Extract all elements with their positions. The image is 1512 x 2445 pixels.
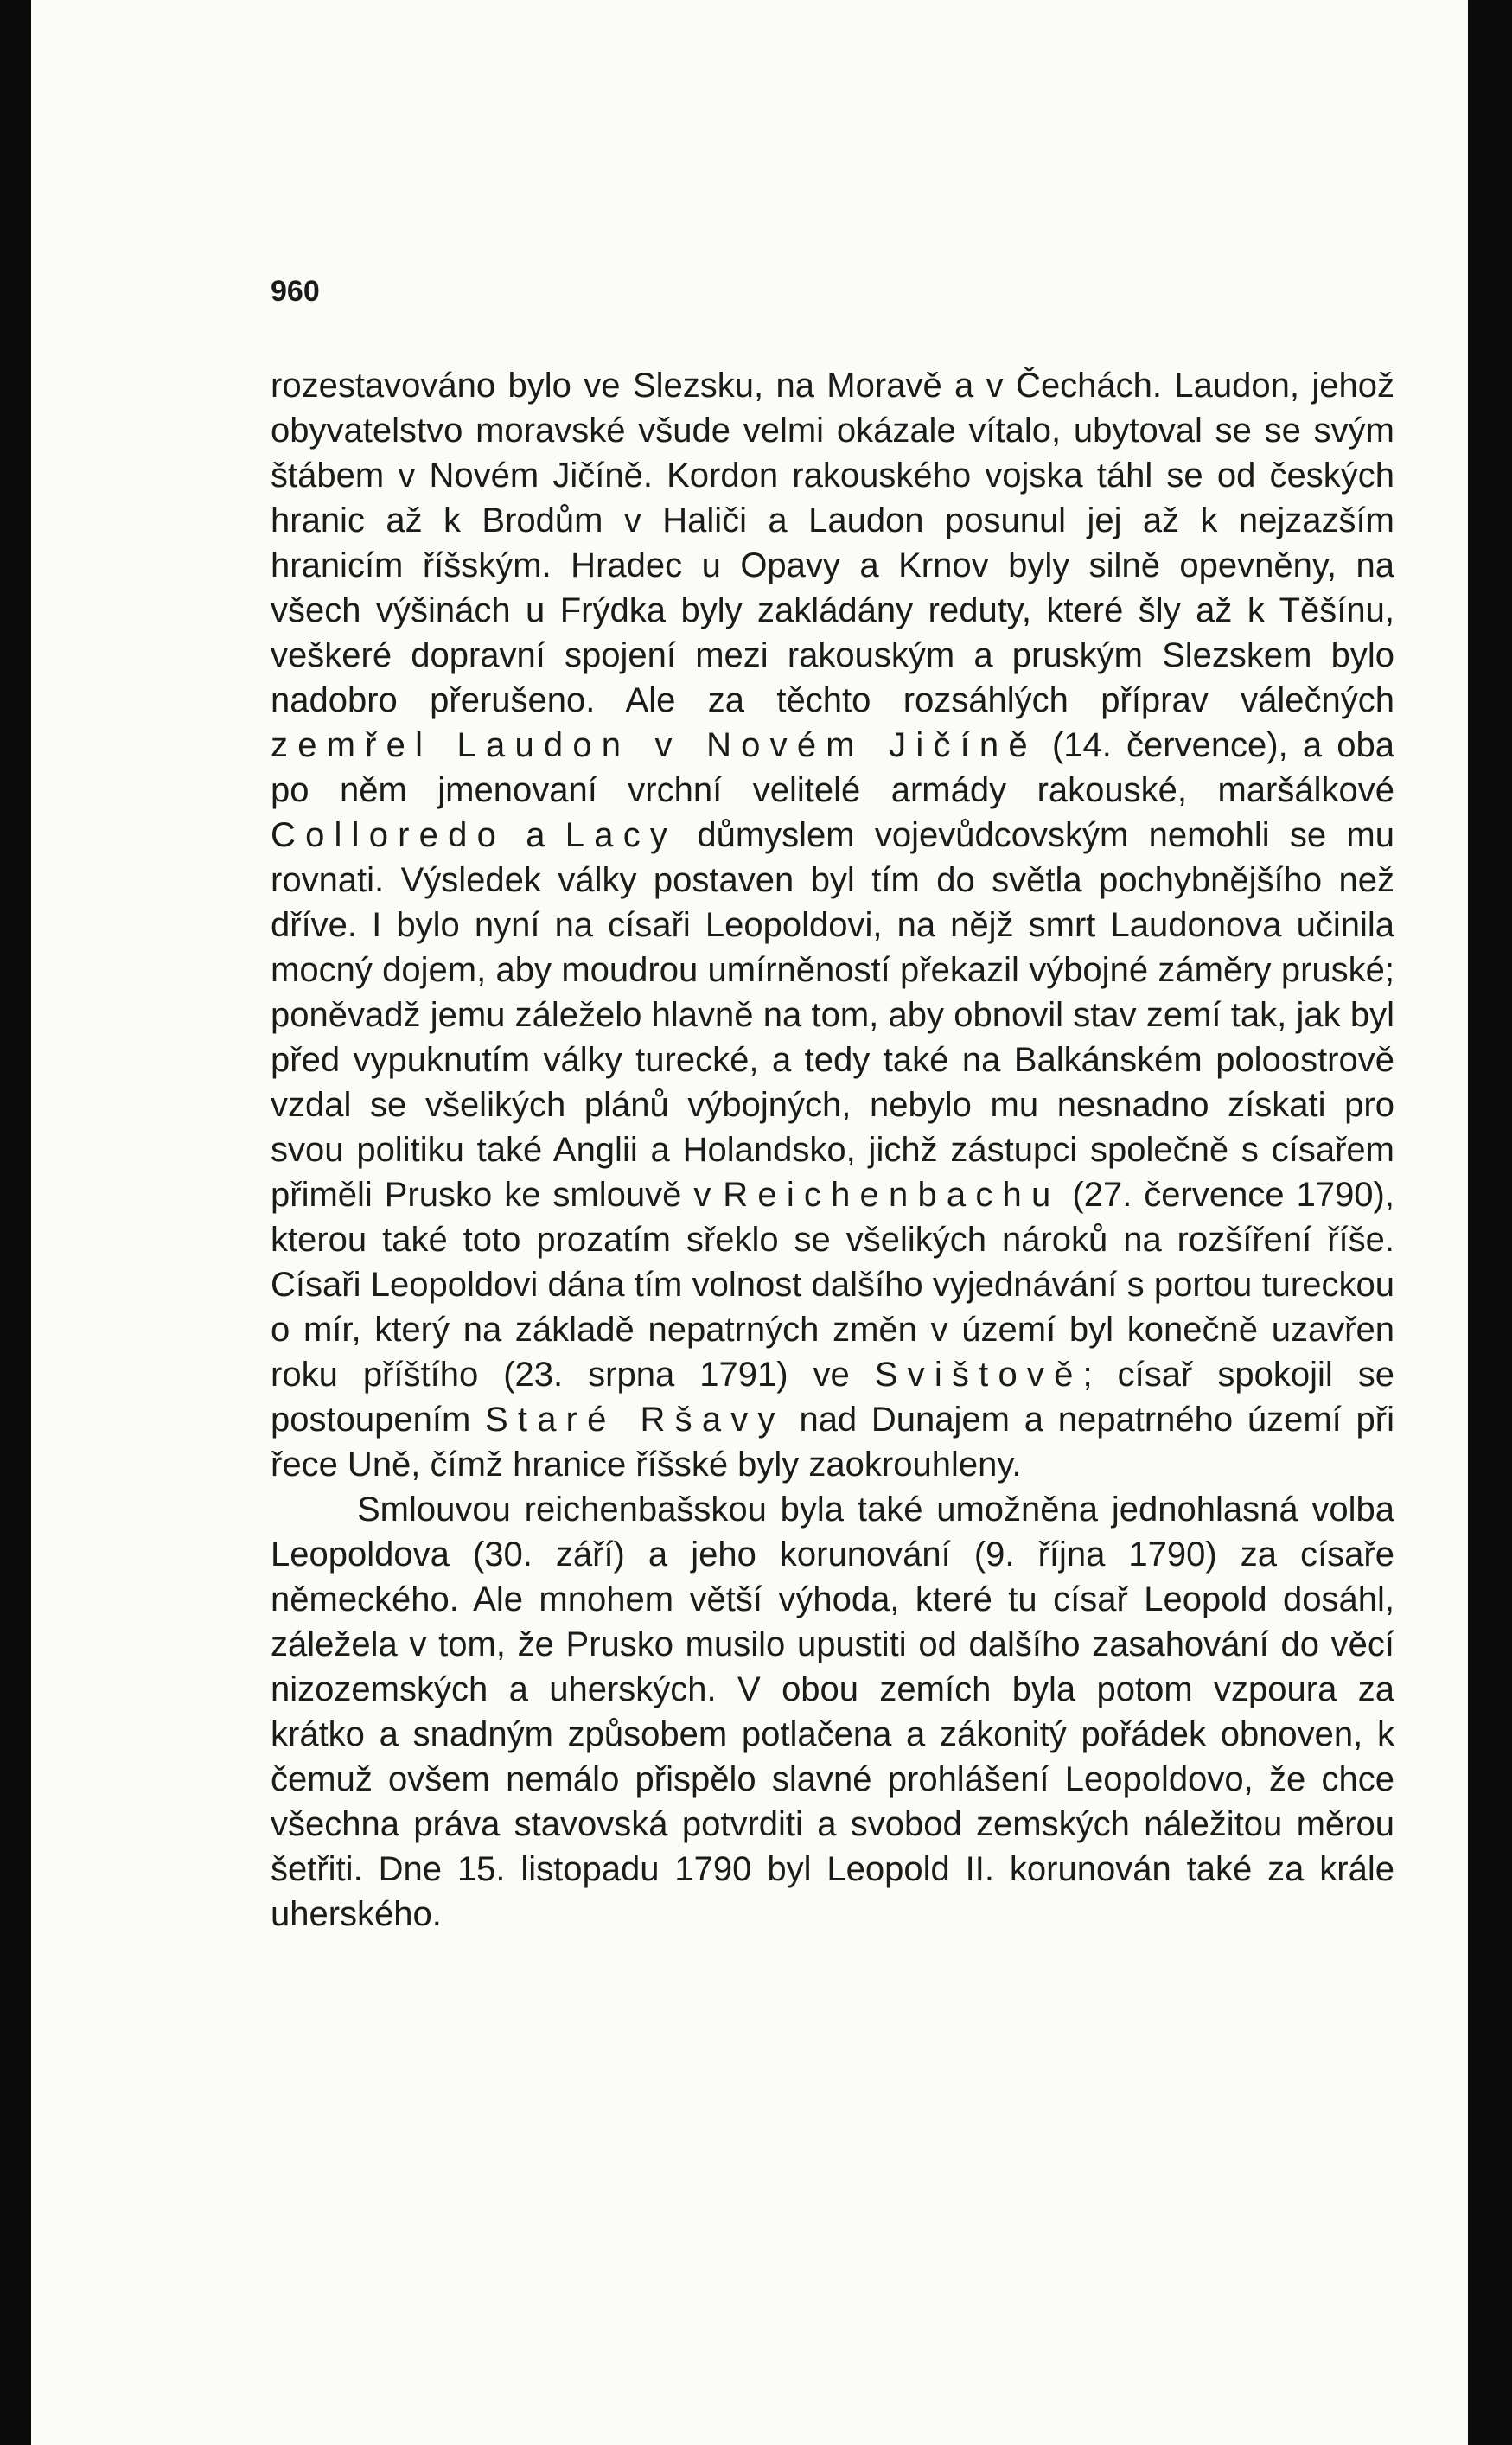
text-segment: a xyxy=(506,816,565,854)
spaced-text-segment: Colloredo xyxy=(271,816,507,854)
paragraph-1 xyxy=(271,363,1394,1487)
text-segment: ; císař spokojil se postoupením xyxy=(271,1356,1394,1439)
text-segment: nad Dunajem a nepatrného území při řece Uně, čímž hranice říšské byly zaokrouhleny. xyxy=(271,1401,1394,1484)
body-text xyxy=(271,363,1394,1937)
text-segment: (27. července 1790), kterou také toto prozatím sřeklo se všelikých nároků na rozšíření říše. Císaři Leopoldovi dána tím volnost dalšího vyjednávání s portou tureckou o mír, který na základě nepatrných změn v území byl konečně uzavřen roku příštího (23. srpna 1791) ve xyxy=(271,1176,1394,1394)
spaced-text-segment: Reichenbachu xyxy=(723,1176,1061,1214)
text-segment: rozestavováno bylo ve Slezsku, na Moravě a v Čechách. Laudon, jehož obyvatelstvo moravské všude velmi okázale vítalo, ubytoval se se svým štábem v Novém Jičíně. Kordon rakouského vojska táhl se od českých hranic až k Brodům v Haliči a Laudon posunul jej až k nejzazším hranicím říšským. Hradec u Opavy a Krnov byly silně opevněny, na všech výšinách u Frýdka byly zakládány reduty, které šly až k Těšínu, veškeré dopravní spojení mezi rakouským a pruským Slezskem bylo nadobro přerušeno. Ale za těchto rozsáhlých příprav válečných xyxy=(271,367,1394,719)
text-segment: (14. července), a oba po něm jmenovaní vrchní velitelé armády rakouské, maršálkové xyxy=(271,726,1394,809)
spaced-text-segment: Staré Ršavy xyxy=(485,1401,785,1439)
spaced-text-segment: zemřel Laudon v Novém Jičíně xyxy=(271,726,1037,764)
book-page xyxy=(31,0,1468,2445)
text-segment: Smlouvou reichenbašskou byla také umožněna jednohlasná volba Leopoldova (30. září) a jeho korunování (9. října 1790) za císaře německého. Ale mnohem větší výhoda, které tu císař Leopold dosáhl, záležela v tom, že Prusko musilo upustiti od dalšího zasahování do věcí nizozemských a uherských. V obou zemích byla potom vzpoura za krátko a snadným způsobem potlačena a zákonitý pořádek obnoven, k čemuž ovšem nemálo přispělo slavné prohlášení Leopoldovo, že chce všechna práva stavovská potvrditi a svobod zemských náležitou měrou šetřiti. Dne 15. listopadu 1790 byl Leopold II. korunován také za krále uherského. xyxy=(271,1491,1394,1933)
text-segment: důmyslem vojevůdcovským nemohli se mu rovnati. Výsledek války postaven byl tím do světla pochybnějšího než dříve. I bylo nyní na císaři Leopoldovi, na nějž smrt Laudonova učinila mocný dojem, aby moudrou umírněností překazil výbojné záměry pruské; poněvadž jemu záleželo hlavně na tom, aby obnovil stav zemí tak, jak byl před vypuknutím války turecké, a tedy také na Balkánském poloostrově vzdal se všelikých plánů výbojných, nebylo mu nesnadno získati pro svou politiku také Anglii a Holandsko, jichž zástupci společně s císařem přiměli Prusko ke smlouvě v xyxy=(271,816,1394,1214)
spaced-text-segment: Lacy xyxy=(565,816,678,854)
paragraph-2 xyxy=(271,1487,1394,1937)
page-number: 960 xyxy=(271,275,320,308)
spaced-text-segment: Svištově xyxy=(874,1356,1083,1394)
